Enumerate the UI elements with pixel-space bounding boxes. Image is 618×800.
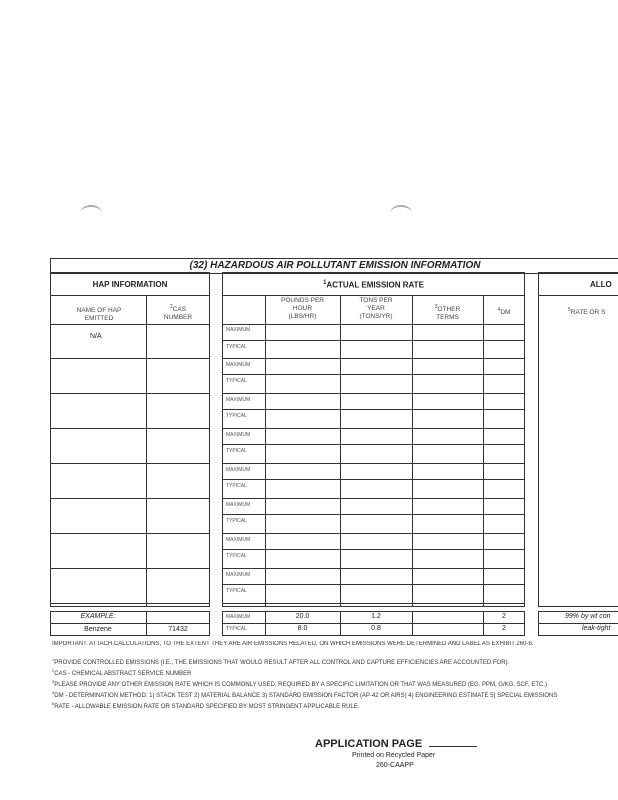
row-label-typ-1: TYPICAL — [226, 344, 247, 350]
row-label-max-3: MAXIMUM — [226, 397, 251, 403]
footnote-1: $^1$PROVIDE CONTROLLED EMISSIONS (I.E., THE EMISSIONS THAT WOULD RESULT AFTER ALL CONTROL AND CAPTURE EFFICIENCIES ARE ACCOUNTED FOR). — [52, 657, 510, 666]
section-title: (32) HAZARDOUS AIR POLLUTANT EMISSION INFORMATION — [50, 258, 618, 274]
example-cas: 71432 — [168, 626, 188, 633]
footnotes — [52, 656, 618, 711]
row-label-max-2: MAXIMUM — [226, 362, 251, 368]
footnote-3: $^3$PLEASE PROVIDE ANY OTHER EMISSION RATE WHICH IS COMMONLY USED, REQUIRED BY A SPECIFIC LIMITATION OR THAT WAS MEASURED (EG. PPM, G/KG, SCF, ETC.) — [52, 679, 547, 688]
col-allowable-rate: $^5$RATE OR S — [568, 307, 606, 317]
row-label-typ-4: TYPICAL — [226, 448, 247, 454]
row-label-max-8: MAXIMUM — [226, 572, 251, 578]
row-label-typ-6: TYPICAL — [226, 518, 247, 524]
example-row-label-max: MAXIMUM — [226, 614, 251, 620]
row-label-typ-5: TYPICAL — [226, 483, 247, 489]
important-note: IMPORTANT: ATTACH CALCULATIONS, TO THE EXTENT THEY ARE AIR EMISSIONS RELATED, ON WHICH EMISSIONS WERE DETERMINED AND LABEL AS EXHIBIT 260-6. — [52, 641, 534, 647]
example-max-lbs: 20.0 — [295, 613, 310, 620]
col-tons-per-year: TONS PER YEAR (TONS/YR) — [359, 297, 393, 320]
punch-hole-right — [390, 205, 412, 221]
example-max-allow: 99% by wt con — [565, 613, 611, 620]
row-label-max-1: MAXIMUM — [226, 327, 251, 333]
hap-info-header: HAP INFORMATION — [92, 280, 168, 289]
col-dm: $^4$DM — [497, 307, 511, 317]
example-label: EXAMPLE: — [80, 613, 116, 620]
row-label-typ-2: TYPICAL — [226, 378, 247, 384]
footnote-4: $^4$DM - DETERMINATION METHOD: 1) STACK TEST 2) MATERIAL BALANCE 3) STANDARD EMISSION FACTOR (AP-42 OR AIRS) 4) ENGINEERING ESTIMATE 5) SPECIAL EMISSIONS — [52, 690, 558, 699]
example-max-tons: 1.2 — [371, 613, 381, 620]
na-text: N/A — [90, 333, 102, 340]
form-number: 260-CAAPP — [376, 762, 414, 769]
punch-hole-left — [80, 205, 102, 221]
application-page-label: APPLICATION PAGE — [315, 738, 477, 750]
col-lbs-per-hour: POUNDS PER HOUR (LBS/HR) — [281, 297, 324, 320]
col-hap-name: NAME OF HAP EMITTED — [76, 307, 122, 322]
example-typ-dm: 2 — [502, 625, 506, 632]
actual-emission-header: $^1$ACTUAL EMISSION RATE — [323, 280, 424, 290]
example-name: Benzene — [84, 626, 112, 633]
example-typ-lbs: 8.0 — [297, 625, 308, 632]
row-label-max-6: MAXIMUM — [226, 502, 251, 508]
example-typ-allow: leak-tight — [582, 625, 611, 632]
row-label-typ-3: TYPICAL — [226, 413, 247, 419]
example-max-dm: 2 — [502, 613, 506, 620]
row-label-max-5: MAXIMUM — [226, 467, 251, 473]
col-other-terms: $^3$OTHER TERMS — [434, 304, 461, 322]
row-label-typ-8: TYPICAL — [226, 588, 247, 594]
row-label-max-7: MAXIMUM — [226, 537, 251, 543]
actual-emission-block — [222, 272, 525, 607]
row-label-max-4: MAXIMUM — [226, 432, 251, 438]
allowable-header: ALLO — [590, 280, 612, 289]
example-row-label-typ: TYPICAL — [226, 626, 247, 632]
col-cas: $^2$CAS NUMBER — [163, 304, 193, 322]
row-label-typ-7: TYPICAL — [226, 553, 247, 559]
allowable-block — [538, 272, 618, 607]
example-typ-tons: 0.8 — [371, 625, 381, 632]
page-number-blank — [429, 746, 477, 747]
footnote-5: $^5$RATE - ALLOWABLE EMISSION RATE OR STANDARD SPECIFIED BY MOST STRINGENT APPLICABLE RULE. — [52, 701, 360, 710]
footnote-2: $^2$CAS - CHEMICAL ABSTRACT SERVICE NUMBER — [52, 668, 192, 677]
printed-on-recycled: Printed on Recycled Paper — [352, 752, 436, 759]
